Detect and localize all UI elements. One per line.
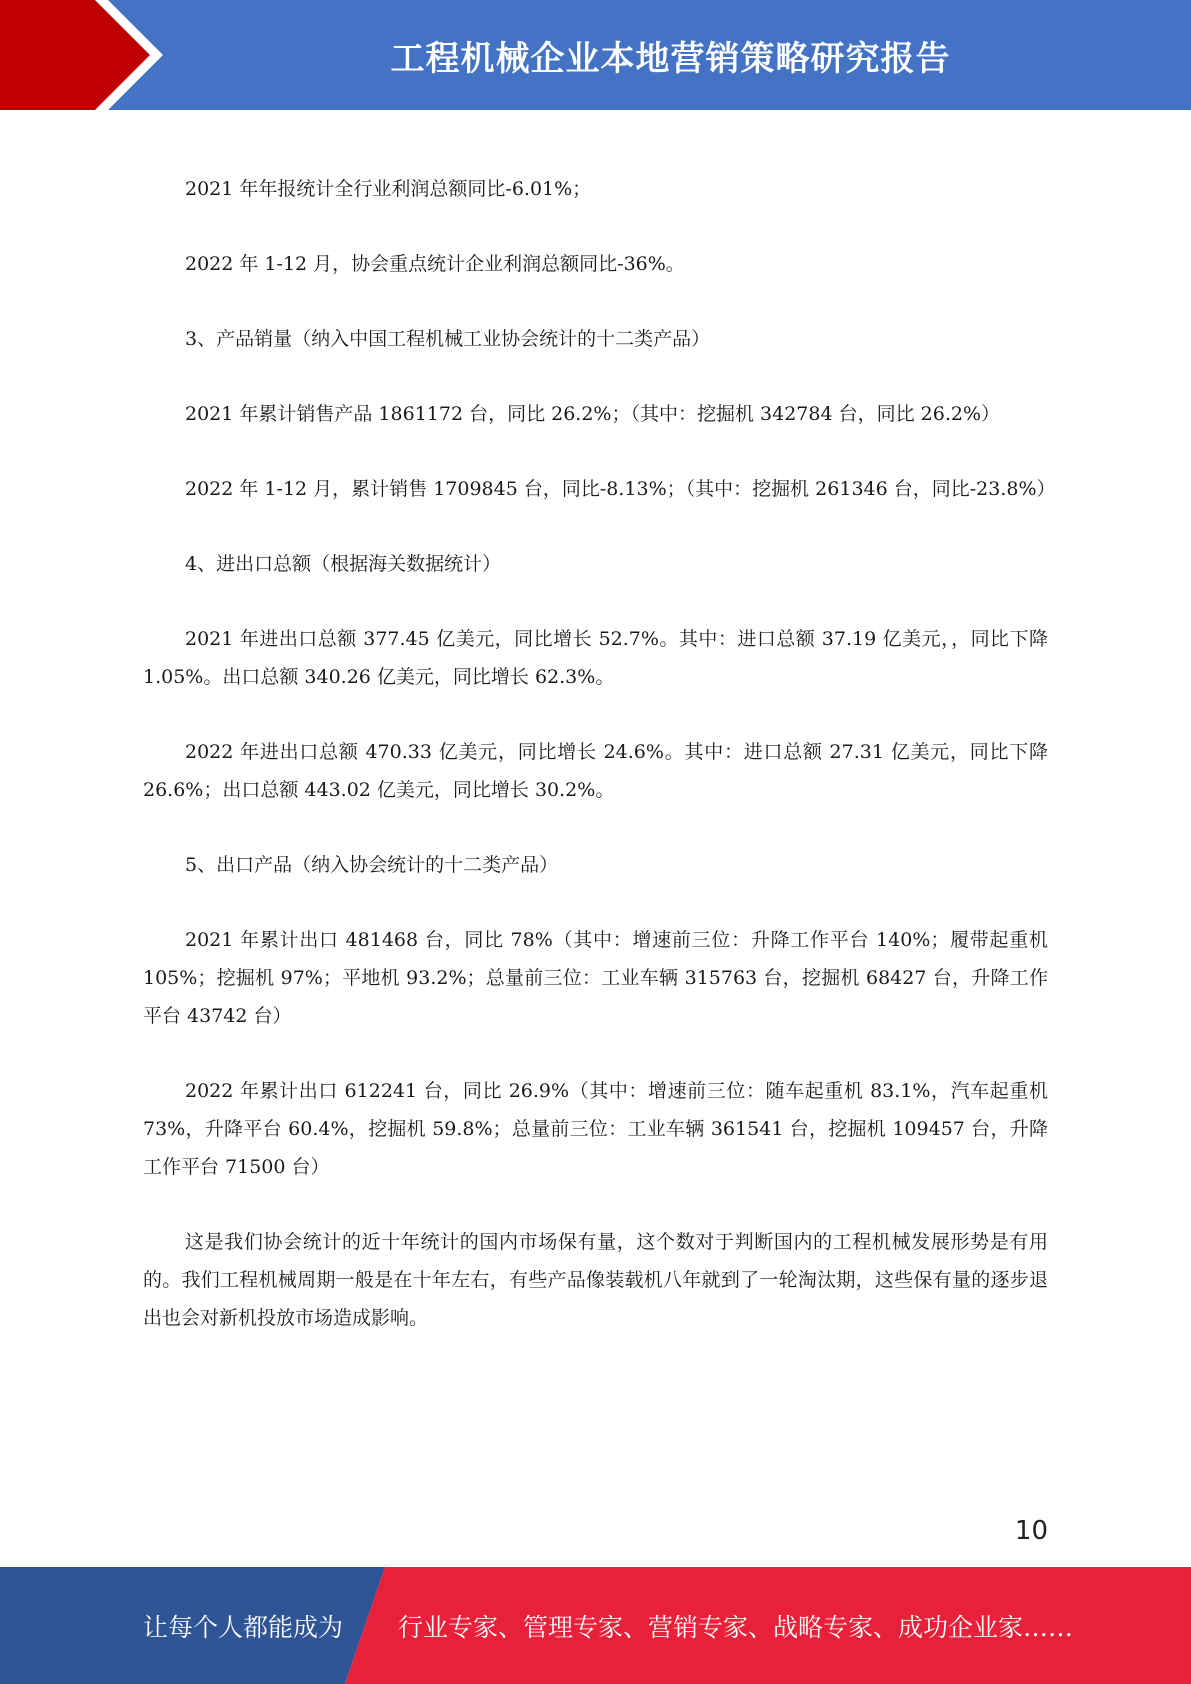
section-heading-export-products: 5、出口产品（纳入协会统计的十二类产品） <box>185 854 559 876</box>
page-number: 10 <box>1014 1516 1048 1546</box>
section-heading-import-export: 4、进出口总额（根据海关数据统计） <box>185 553 502 575</box>
paragraph-sales-2022: 2022 年 1-12 月，累计销售 1709845 台，同比-8.13%；（其中：挖掘机 261346 台，同比-23.8%） <box>185 478 1056 500</box>
paragraph-export-2021: 2021 年累计出口 481468 台，同比 78%（其中：增速前三位：升降工作平台 140%；履带起重机 105%；挖掘机 97%；平地机 93.2%；总量前三位：工业车辆 315763 台，挖掘机 68427 台，升降工作平台 43742 台） <box>143 929 1048 1027</box>
paragraph-sales-2021: 2021 年累计销售产品 1861172 台，同比 26.2%；（其中：挖掘机 342784 台，同比 26.2%） <box>185 403 1000 425</box>
page-footer <box>0 1567 1191 1684</box>
footer-slogan-left: 让每个人都能成为 <box>143 1612 344 1642</box>
paragraph-trade-2021: 2021 年进出口总额 377.45 亿美元，同比增长 52.7%。其中：进口总额 37.19 亿美元，，同比下降 1.05%。出口总额 340.26 亿美元，同比增长 62.3%。 <box>143 628 1048 688</box>
paragraph-export-2022: 2022 年累计出口 612241 台，同比 26.9%（其中：增速前三位：随车起重机 83.1%，汽车起重机 73%，升降平台 60.4%，挖掘机 59.8%；总量前三位：工业车辆 361541 台，挖掘机 109457 台，升降工作平台 71500 台） <box>143 1080 1048 1178</box>
document-body <box>143 170 1056 1374</box>
paragraph-trade-2022: 2022 年进出口总额 470.33 亿美元，同比增长 24.6%。其中：进口总额 27.31 亿美元，同比下降 26.6%；出口总额 443.02 亿美元，同比增长 30.2%。 <box>143 741 1048 801</box>
section-heading-product-sales: 3、产品销量（纳入中国工程机械工业协会统计的十二类产品） <box>185 328 711 350</box>
page-header <box>0 0 1191 110</box>
paragraph-profit-2021: 2021 年年报统计全行业利润总额同比-6.01%； <box>185 178 592 200</box>
paragraph-market-inventory: 这是我们协会统计的近十年统计的国内市场保有量，这个数对于判断国内的工程机械发展形势是有用的。我们工程机械周期一般是在十年左右，有些产品像装载机八年就到了一轮淘汰期，这些保有量的逐步退出也会对新机投放市场造成影响。 <box>143 1231 1048 1329</box>
report-title: 工程机械企业本地营销策略研究报告 <box>390 38 951 79</box>
paragraph-profit-2022: 2022 年 1-12 月，协会重点统计企业利润总额同比-36%。 <box>185 253 685 275</box>
footer-slogan-right: 行业专家、管理专家、营销专家、战略专家、成功企业家…… <box>398 1612 1074 1642</box>
